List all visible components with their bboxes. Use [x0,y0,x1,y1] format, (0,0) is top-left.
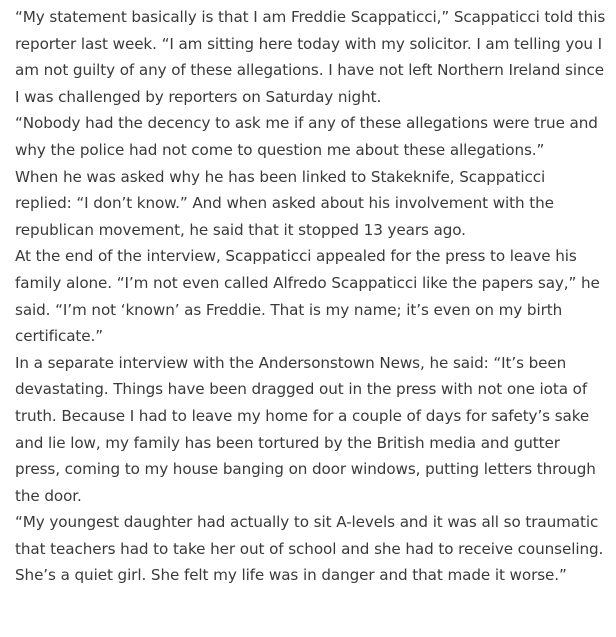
paragraph-decency: “Nobody had the decency to ask me if any of these allegations were true and why the police had not come to question me about these allegations.” [15,114,598,159]
paragraph-stakeknife: When he was asked why he has been linked to Stakeknife, Scappaticci replied: “I don’t know.” And when asked about his involvement with the republican movement, he said that it stopped 13 years ago. [15,167,554,239]
paragraph-interview-end: At the end of the interview, Scappaticci appealed for the press to leave his family alone. “I’m not even called Alfredo Scappaticci like the papers say,” he said. “I’m not ‘known’ as Freddie. That is my name; it’s even on my birth certificate.” [15,247,600,346]
paragraph-daughter: “My youngest daughter had actually to sit A-levels and it was all so traumatic that teachers had to take her out of school and she had to receive counseling. She’s a quiet girl. She felt my life was in danger and that made it worse.” [15,513,604,585]
paragraph-andersonstown: In a separate interview with the Andersonstown News, he said: “It’s been devastating. Things have been dragged out in the press with not one iota of truth. Because I had to leave my home for a couple of days for safety’s sake and lie low, my family has been tortured by the British media and gutter press, coming to my house banging on door windows, putting letters through the door. [15,353,596,505]
paragraph-statement: “My statement basically is that I am Freddie Scappaticci,” Scappaticci told this reporter last week. “I am sitting here today with my solicitor. I am telling you I am not guilty of any of these allegations. I have not left Northern Ireland since I was challenged by reporters on Saturday night. [15,8,606,106]
